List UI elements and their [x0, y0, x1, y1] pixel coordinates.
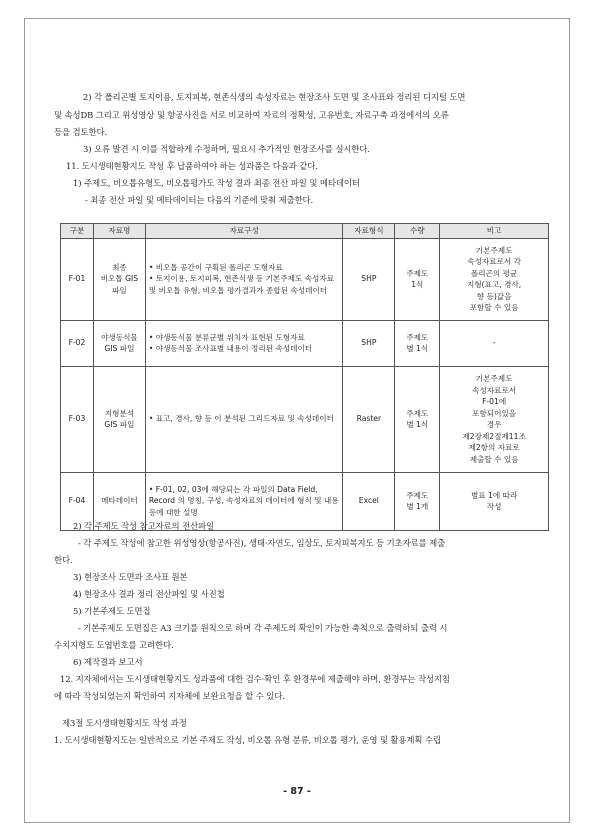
row-note: 기본주제도 속성자료로서 F-01에 포함되어있을 경우 제2장제2절제11조 제2항의 자료로 제출할 수 있음: [440, 366, 549, 472]
text-line: 1. 도시생태현황지도는 일반적으로 기본 주제도 작성, 비오톱 유형 분류, 비오톱 평가, 운영 및 활용계획 수립: [54, 735, 441, 745]
row-note: -: [440, 320, 549, 366]
column-header: 자료명: [93, 224, 145, 239]
column-header: 구분: [61, 224, 94, 239]
row-quantity: 주제도 별 1식: [395, 320, 440, 366]
row-format: Raster: [343, 366, 395, 472]
text-line: 11. 도시생태현황지도 작성 후 납품하여야 하는 성과품은 다음과 같다.: [66, 161, 318, 171]
page-number: - 87 -: [283, 786, 311, 797]
text-line: 6) 제작결과 보고서: [73, 657, 143, 667]
description-bullet: • 야생동식물 분류군별 위치가 표현된 도형자료: [148, 332, 305, 342]
row-name: 최종 비오톱 GIS 파일: [93, 238, 145, 320]
row-quantity: 주제도 별 1식: [395, 366, 440, 472]
row-note: 별표 1에 따라 작성: [440, 472, 549, 530]
text-line: - 각 주제도 작성에 참고한 위성영상(항공사진), 생태·자연도, 임상도, 토지피복지도 등 기초자료를 제출: [78, 538, 446, 548]
text-line: - 최종 전산 파일 및 메타데이터는 다음의 기준에 맞춰 제출한다.: [85, 195, 314, 205]
row-name: 메타데이터: [93, 472, 145, 530]
table-row: [61, 238, 549, 320]
text-line: - 기본주제도 도면집은 A3 크기를 원칙으로 하며 각 주제도의 확인이 가능한 축척으로 출력하되 출력 시: [78, 623, 448, 633]
description-bullet: • 토지이용, 토지피복, 현존식생 등 기본주제도 속성자료 및 비오톱 유형, 비오톱 평가결과가 종합된 속성데이터: [148, 274, 335, 295]
text-line: 4) 현장조사 결과 정리 전산파일 및 사진첩: [73, 589, 225, 599]
text-line: 등을 검토한다.: [54, 127, 108, 137]
text-line: 한다.: [54, 555, 73, 565]
column-header: 비고: [440, 224, 549, 239]
text-line: 및 속성DB 그리고 위성영상 및 항공사진을 서로 비교하여 자료의 정확성, 고유번호, 자료구축 과정에서의 오류: [54, 110, 449, 120]
description-bullet: • F-01, 02, 03에 해당되는 각 파일의 Data Field, Record 의 명칭, 구성, 속성자료의 데이터에 형식 및 내용 등에 대한 설명: [148, 484, 339, 517]
text-line: 2) 각 폴리곤별 토지이용, 토지피복, 현존식생의 속성자료는 현장조사 도면 및 조사표와 정리된 디지털 도면: [83, 92, 466, 102]
text-line: 2) 각 주제도 작성 참고자료의 전산파일: [73, 521, 215, 531]
section-heading: 제3절 도시생태현황지도 작성 과정: [62, 718, 187, 728]
text-line: 3) 오류 발견 시 이를 적합하게 수정하며, 필요시 추가적인 현장조사를 실시한다.: [83, 144, 370, 154]
row-id: F-02: [61, 320, 94, 366]
row-id: F-04: [61, 472, 94, 530]
column-header: 자료구성: [145, 224, 343, 239]
table-row: [61, 320, 549, 366]
text-line: 1) 주제도, 비오톱유형도, 비오톱평가도 작성 결과 최종 전산 파일 및 메타데이터: [73, 178, 360, 188]
row-name: 야생동식물 GIS 파일: [93, 320, 145, 366]
row-note: 기본주제도 속성자료로서 각 폴리곤의 평균 지형(표고, 경사, 향 등)값을 포함할 수 있음: [440, 238, 549, 320]
text-line: 12. 지자체에서는 도시생태현황지도 성과품에 대한 검수·확인 후 환경부에 제출해야 하며, 환경부는 작성지침: [60, 674, 450, 684]
row-id: F-03: [61, 366, 94, 472]
description-bullet: • 표고, 경사, 향 등 이 분석된 그리드자료 및 속성데이터: [148, 414, 334, 424]
column-header: 수량: [395, 224, 440, 239]
row-description: [145, 366, 343, 472]
text-line: 에 따라 작성되었는지 확인하여 지자체에 보완요청을 할 수 있다.: [54, 691, 285, 701]
text-line: 3) 현장조사 도면과 조사표 원본: [73, 572, 188, 582]
row-format: Excel: [343, 472, 395, 530]
row-description: [145, 238, 343, 320]
row-name: 지형분석 GIS 파일: [93, 366, 145, 472]
column-header: 자료형식: [343, 224, 395, 239]
row-description: [145, 320, 343, 366]
text-line: 수치지형도 도엽번호를 고려한다.: [54, 640, 174, 650]
table-row: [61, 366, 549, 472]
table-header-row: [61, 224, 549, 239]
row-format: SHP: [343, 320, 395, 366]
row-quantity: 주제도 1식: [395, 238, 440, 320]
row-id: F-01: [61, 238, 94, 320]
row-quantity: 주제도 별 1개: [395, 472, 440, 530]
row-format: SHP: [343, 238, 395, 320]
deliverables-table: [60, 223, 549, 531]
description-bullet: • 비오톱 공간이 구획된 폴리곤 도형자료: [148, 262, 283, 272]
text-line: 5) 기본주제도 도면집: [73, 606, 151, 616]
description-bullet: • 야생동식물 조사표별 내용이 정리된 속성데이터: [148, 344, 313, 353]
